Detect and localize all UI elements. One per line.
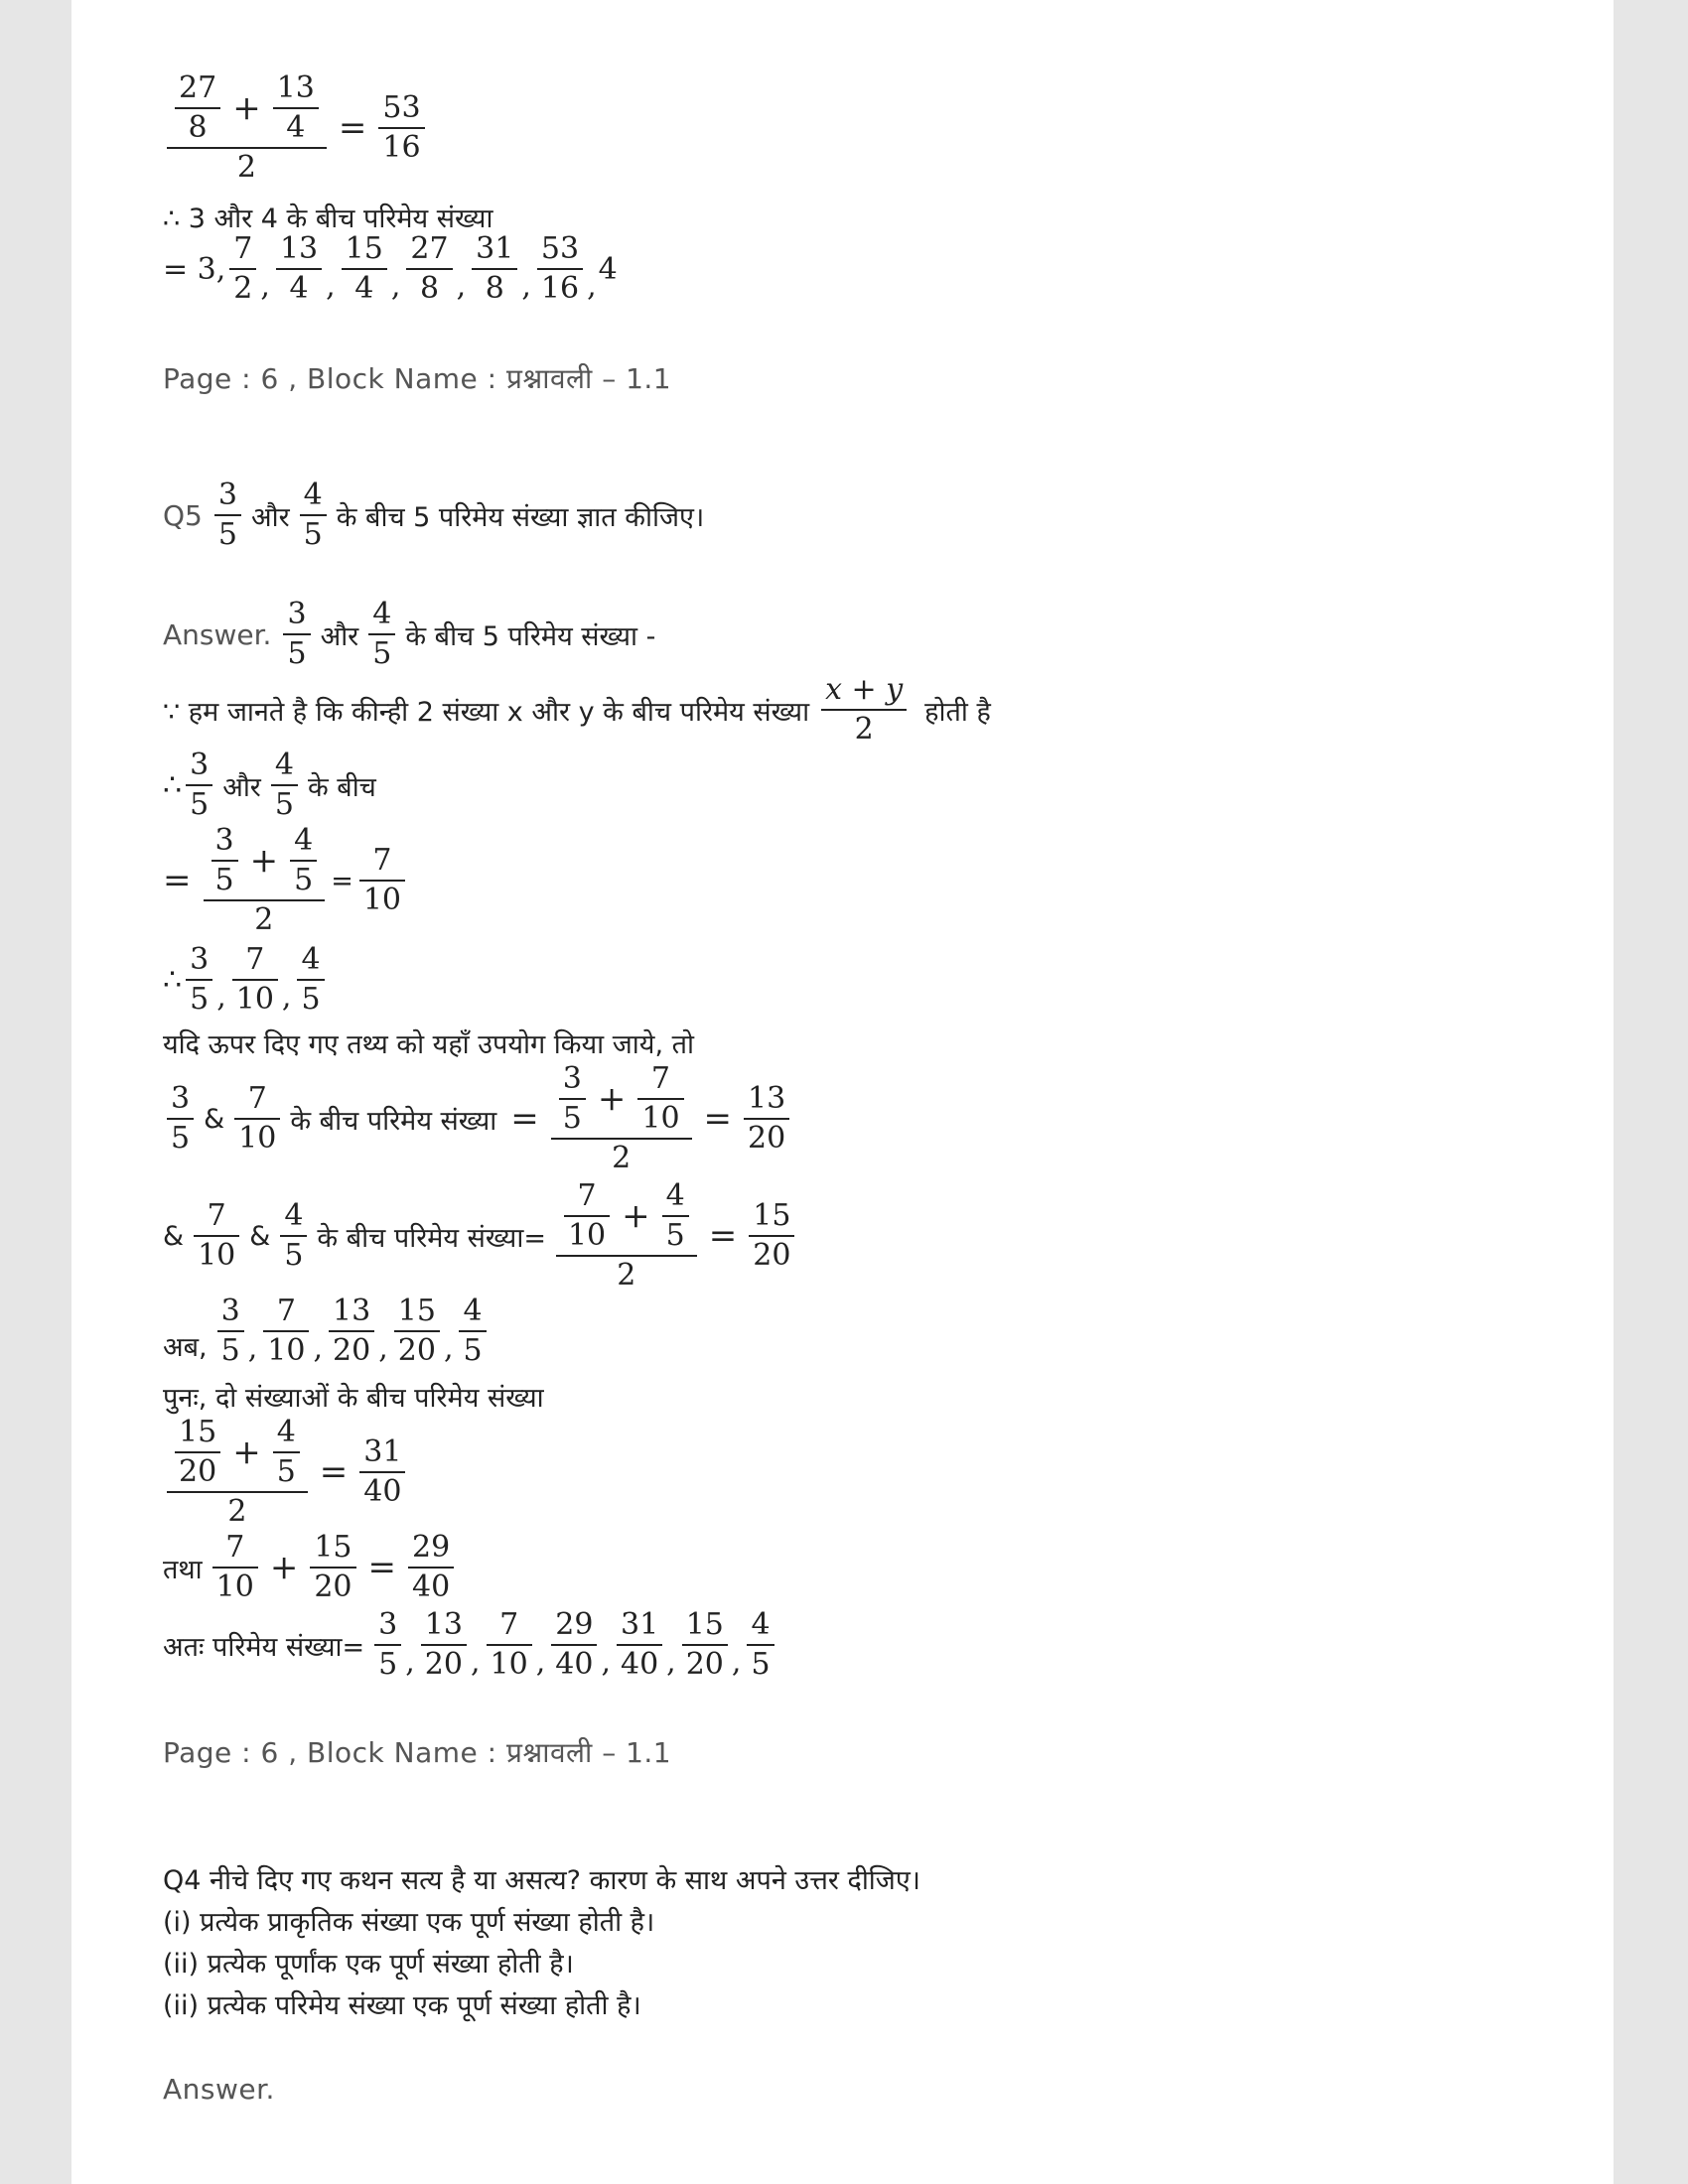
frac-den: 16 [540, 271, 580, 306]
frac-den: 2 [233, 271, 253, 306]
result-num: 53 [382, 90, 421, 125]
frac-num: 4 [751, 1607, 771, 1642]
frac-den: 5 [463, 1333, 483, 1368]
frac-den: 5 [190, 787, 210, 822]
frac-num: 7 [276, 1294, 296, 1328]
frac-num: 4 [276, 1415, 296, 1449]
list-fraction [682, 1606, 728, 1684]
list-fraction [229, 230, 256, 308]
frac-num: 3 [190, 748, 210, 782]
q4-item-1: (i) प्रत्येक प्राकृतिक संख्या एक पूर्ण संख्या होती है। [163, 1907, 655, 1938]
frac-den: 5 [378, 1647, 398, 1682]
page-info: Page : 6 , Block Name : प्रश्नावली – 1.1 [163, 362, 672, 395]
list-fraction [342, 230, 387, 308]
list-fraction [459, 1293, 486, 1370]
frac-den: 5 [287, 636, 307, 671]
frac-den: 8 [419, 271, 440, 306]
list-fraction [297, 941, 324, 1019]
mean-expression-1: = $\frac{3}{5}$ + $\frac{4}{5}$ 2 = $\frac{7}{10}$ [163, 822, 409, 939]
comma: , [247, 1331, 258, 1366]
frac-num: 15 [314, 1530, 352, 1565]
frac-den: 8 [485, 271, 504, 306]
frac-den: 5 [301, 982, 321, 1017]
and-text: और [250, 501, 290, 533]
frac-num: 4 [463, 1294, 483, 1328]
list-fraction [617, 1606, 662, 1684]
list-fraction [276, 230, 322, 308]
comma: , [313, 1331, 324, 1366]
ampersand: & [204, 1103, 225, 1135]
frac-num: 7 [247, 1081, 267, 1116]
list-fraction [263, 1293, 309, 1370]
comma: , [390, 269, 401, 304]
frac-num: 15 [397, 1294, 436, 1328]
frac-den: 40 [620, 1647, 659, 1682]
frac-den: 2 [612, 1141, 632, 1175]
frac-den: 5 [220, 1333, 240, 1368]
and-text: और [320, 620, 359, 652]
comma: , [216, 980, 226, 1015]
frac-den: 5 [372, 636, 392, 671]
xy-num: x + y [825, 672, 904, 707]
frac-den: 5 [217, 517, 237, 552]
frac-den: 4 [286, 110, 306, 145]
page-info: Page : 6 , Block Name : प्रश्नावली – 1.1 [163, 1736, 672, 1769]
frac-den: 10 [567, 1218, 607, 1253]
now-list [163, 1293, 491, 1370]
frac-den: 8 [188, 110, 208, 145]
list-fraction [217, 1293, 244, 1370]
frac-den: 20 [397, 1333, 436, 1368]
comma: , [281, 980, 292, 1015]
list-fraction [537, 230, 583, 308]
frac-den: 2 [227, 1494, 247, 1529]
since-end: होती है [924, 696, 991, 728]
list-fraction [394, 1293, 440, 1370]
frac-num: 3 [220, 1294, 240, 1328]
frac-den: 20 [333, 1333, 371, 1368]
frac-den: 5 [171, 1121, 191, 1156]
comma: , [731, 1645, 742, 1680]
comma: , [666, 1645, 676, 1680]
frac-den: 5 [303, 517, 323, 552]
mean-expression-2: $\frac{3}{5}$ & $\frac{7}{10}$ के बीच परिमेय संख्या = $\frac{3}{5}$ + $\frac{7}{10}$ 2 = $\frac{13}{20}$ [163, 1060, 793, 1177]
frac-den: 10 [215, 1570, 254, 1604]
frac-num: 3 [217, 478, 237, 512]
and-expression: तथा $\frac{7}{10}$ + $\frac{15}{20}$ = $\frac{29}{40}$ [163, 1529, 458, 1606]
list-fraction [406, 230, 452, 308]
frac-num: 53 [540, 231, 580, 266]
since-line [163, 671, 997, 749]
frac-num: 29 [555, 1607, 594, 1642]
frac-den: 5 [274, 787, 294, 822]
frac-den: 10 [267, 1333, 306, 1368]
frac-den: 10 [641, 1101, 680, 1136]
therefore-symbol: ∴ [163, 767, 183, 803]
frac-den: 4 [289, 271, 309, 306]
frac-num: 15 [685, 1607, 724, 1642]
comma: , [535, 1645, 546, 1680]
between-rational-text: के बीच परिमेय संख्या [290, 1105, 497, 1137]
therefore-between [163, 747, 382, 824]
frac-num: 15 [179, 1415, 217, 1449]
if-text: यदि ऊपर दिए गए तथ्य को यहाँ उपयोग किया जाये, तो [163, 1029, 694, 1060]
frac-den: 10 [490, 1647, 528, 1682]
frac-den: 20 [424, 1647, 463, 1682]
list-fraction [472, 230, 517, 308]
q4-answer-label: Answer. [163, 2073, 275, 2106]
equals: = [319, 1452, 349, 1492]
compound-fraction: $\frac{27}{8}$ + $\frac{13}{4}$ 2 [167, 69, 327, 187]
hence-text: अतः परिमेय संख्या= [163, 1631, 365, 1663]
frac-den: 20 [748, 1121, 786, 1156]
comma: , [443, 1331, 454, 1366]
top-mean-expression: $\frac{27}{8}$ + $\frac{13}{4}$ 2 = $\frac{53}{16}$ [163, 69, 429, 187]
frac-num: 27 [179, 70, 217, 105]
q4-item-2: (ii) प्रत्येक पूर्णांक एक पूर्ण संख्या होती है। [163, 1949, 574, 1979]
frac-den: 40 [363, 1474, 402, 1509]
frac-num: 3 [378, 1607, 398, 1642]
frac-num: 3 [214, 823, 234, 858]
document-page [71, 0, 1614, 2184]
frac-num: 4 [284, 1198, 304, 1233]
rational-list-top [163, 230, 618, 308]
frac-den: 20 [314, 1570, 352, 1604]
frac-num: 3 [287, 597, 307, 631]
comma: , [378, 1331, 388, 1366]
frac-den: 5 [294, 863, 314, 897]
equals: = [163, 861, 192, 900]
list-prefix: = 3, [163, 251, 226, 287]
frac-num: 15 [345, 231, 383, 266]
frac-den: 10 [198, 1238, 236, 1273]
frac-num: 13 [748, 1081, 786, 1116]
frac-num: 31 [476, 231, 514, 266]
frac-num: 4 [294, 823, 314, 858]
list-fraction [421, 1606, 467, 1684]
xy-den: 2 [854, 712, 874, 747]
comma: , [587, 269, 597, 304]
frac-den: 20 [685, 1647, 724, 1682]
since-text: ∵ हम जानते है कि कीन्ही 2 संख्या x और y के बीच परिमेय संख्या [163, 696, 810, 728]
q4-question: Q4 नीचे दिए गए कथन सत्य है या असत्य? कारण के साथ अपने उत्तर दीजिए। [163, 1865, 920, 1896]
frac-den: 5 [214, 863, 234, 897]
frac-num: 13 [333, 1294, 371, 1328]
frac-den: 2 [617, 1258, 636, 1293]
frac-num: 29 [412, 1530, 451, 1565]
comma: , [521, 269, 531, 304]
frac-num: 7 [499, 1607, 519, 1642]
list-fraction [232, 941, 278, 1019]
frac-den: 5 [562, 1101, 582, 1136]
and-text: तथा [163, 1554, 203, 1585]
q5-answer-line [163, 596, 661, 673]
comma: , [456, 269, 467, 304]
frac-num: 13 [276, 70, 315, 105]
final-list [163, 1606, 778, 1684]
mean-expression-4: $\frac{15}{20}$ + $\frac{4}{5}$ 2 = $\frac{31}{40}$ [163, 1414, 409, 1531]
q5-question [163, 477, 710, 554]
frac-den: 10 [238, 1121, 277, 1156]
frac-num: 15 [753, 1198, 791, 1233]
frac-den: 10 [362, 883, 401, 917]
frac-num: 7 [577, 1178, 597, 1213]
list-fraction [487, 1606, 532, 1684]
question-text: के बीच 5 परिमेय संख्या ज्ञात कीजिए। [336, 501, 705, 533]
frac-den: 2 [236, 150, 256, 185]
frac-num: 13 [279, 231, 319, 266]
list-fraction [186, 941, 212, 1019]
frac-num: 7 [207, 1198, 226, 1233]
equals: = [510, 1099, 539, 1139]
frac-num: 7 [225, 1530, 245, 1565]
frac-num: 7 [650, 1061, 670, 1096]
ampersand: & [249, 1220, 271, 1252]
therefore-list-1 [163, 941, 329, 1019]
frac-num: 31 [363, 1434, 402, 1469]
equals: = [703, 1099, 733, 1139]
frac-den: 40 [555, 1647, 594, 1682]
frac-den: 2 [254, 902, 274, 937]
frac-den: 4 [354, 271, 374, 306]
answer-label: Answer. [163, 617, 272, 651]
frac-den: 20 [753, 1238, 791, 1273]
frac-num: 7 [233, 231, 253, 266]
therefore-symbol: ∴ [163, 962, 183, 998]
comma: , [470, 1645, 481, 1680]
therefore-line: ∴ 3 और 4 के बीच परिमेय संख्या [163, 204, 493, 234]
frac-num: 4 [274, 748, 294, 782]
frac-num: 13 [424, 1607, 463, 1642]
between-rational-text: के बीच परिमेय संख्या= [317, 1222, 546, 1254]
comma: , [326, 269, 336, 304]
frac-num: 3 [171, 1081, 191, 1116]
list-fraction [329, 1293, 374, 1370]
and-text: और [222, 771, 261, 803]
frac-num: 4 [372, 597, 392, 631]
frac-num: 3 [562, 1061, 582, 1096]
list-suffix: 4 [598, 251, 618, 287]
frac-den: 20 [179, 1454, 217, 1489]
comma: , [405, 1645, 415, 1680]
frac-num: 4 [303, 478, 323, 512]
frac-den: 5 [665, 1218, 685, 1253]
between-text: के बीच [307, 771, 376, 803]
equals: = [331, 865, 353, 896]
comma: , [260, 269, 270, 304]
frac-num: 27 [410, 231, 449, 266]
comma: , [601, 1645, 611, 1680]
list-fraction [374, 1606, 401, 1684]
frac-num: 4 [665, 1178, 685, 1213]
ampersand: & [163, 1220, 185, 1252]
frac-num: 31 [620, 1607, 659, 1642]
frac-den: 5 [190, 982, 210, 1017]
frac-num: 7 [372, 843, 392, 878]
question-label: Q5 [163, 498, 203, 532]
list-fraction [551, 1606, 597, 1684]
equals: = [367, 1548, 397, 1587]
frac-den: 40 [412, 1570, 451, 1604]
now-text: अब, [163, 1332, 208, 1363]
answer-text: के बीच 5 परिमेय संख्या - [405, 620, 656, 652]
frac-num: 7 [245, 942, 265, 977]
mean-expression-3: & $\frac{7}{10}$ & $\frac{4}{5}$ के बीच परिमेय संख्या= $\frac{7}{10}$ + $\frac{4}{5}$ 2 = $\frac{15}{20}$ [163, 1177, 798, 1295]
result-den: 16 [382, 130, 421, 165]
q4-item-3: (ii) प्रत्येक परिमेय संख्या एक पूर्ण संख्या होती है। [163, 1990, 641, 2021]
frac-num: 4 [301, 942, 321, 977]
frac-den: 5 [276, 1454, 296, 1489]
frac-num: 3 [190, 942, 210, 977]
frac-den: 10 [235, 982, 274, 1017]
again-text: पुनः, दो संख्याओं के बीच परिमेय संख्या [163, 1383, 544, 1414]
list-fraction [747, 1606, 774, 1684]
frac-den: 5 [284, 1238, 304, 1273]
frac-den: 5 [751, 1647, 771, 1682]
equals: = [708, 1216, 738, 1256]
